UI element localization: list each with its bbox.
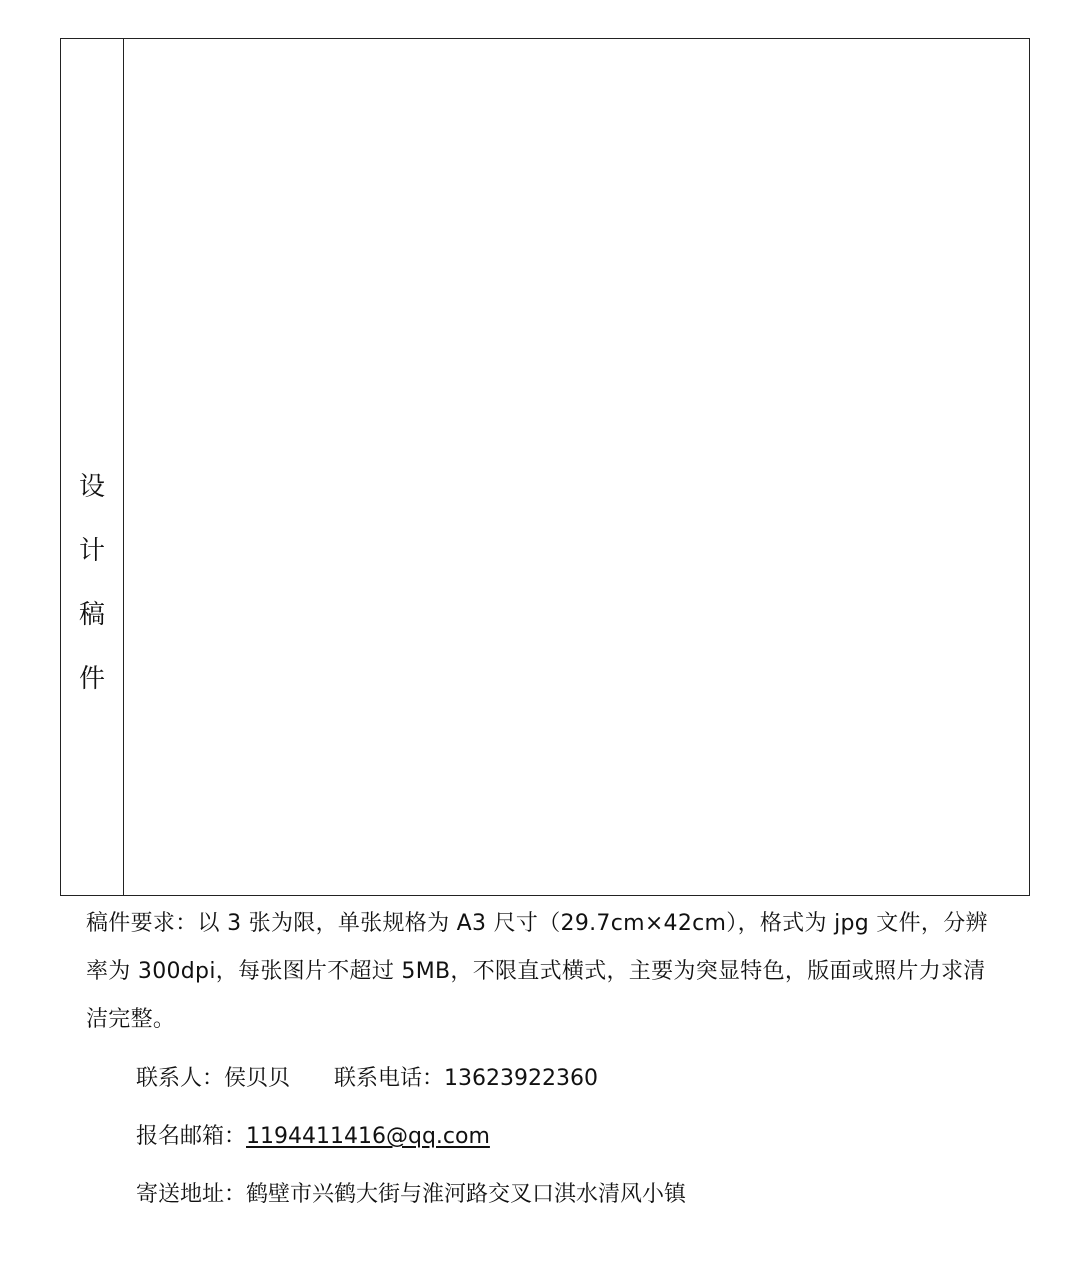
email-link[interactable]: 1194411416@qq.com (246, 1124, 490, 1149)
design-draft-area[interactable] (124, 39, 1029, 895)
contact-row (136, 1064, 598, 1094)
contact-person-name: 侯贝贝 (224, 1066, 291, 1091)
submission-requirements: 稿件要求：以 3 张为限，单张规格为 A3 尺寸（29.7cm×42cm），格式为 jpg 文件，分辨率为 300dpi，每张图片不超过 5MB，不限直式横式，主要为突显特色，版面或照片力求清洁完整。 (86, 911, 988, 1032)
email-row (136, 1122, 490, 1152)
email-label: 报名邮箱： (136, 1124, 247, 1149)
label-char: 稿 (78, 600, 105, 630)
contact-phone-value: 13623922360 (444, 1066, 599, 1091)
label-column (61, 39, 124, 895)
label-char: 件 (78, 664, 105, 694)
label-char: 计 (78, 536, 105, 566)
address-row (136, 1180, 686, 1210)
address-value: 鹤壁市兴鹤大街与淮河路交叉口淇水清风小镇 (246, 1182, 687, 1207)
contact-phone-label: 联系电话： (334, 1066, 445, 1091)
contact-person-label: 联系人： (136, 1066, 225, 1091)
design-draft-label (61, 455, 123, 711)
design-draft-table (60, 38, 1030, 896)
address-label: 寄送地址： (136, 1182, 247, 1207)
label-char: 设 (78, 472, 105, 502)
